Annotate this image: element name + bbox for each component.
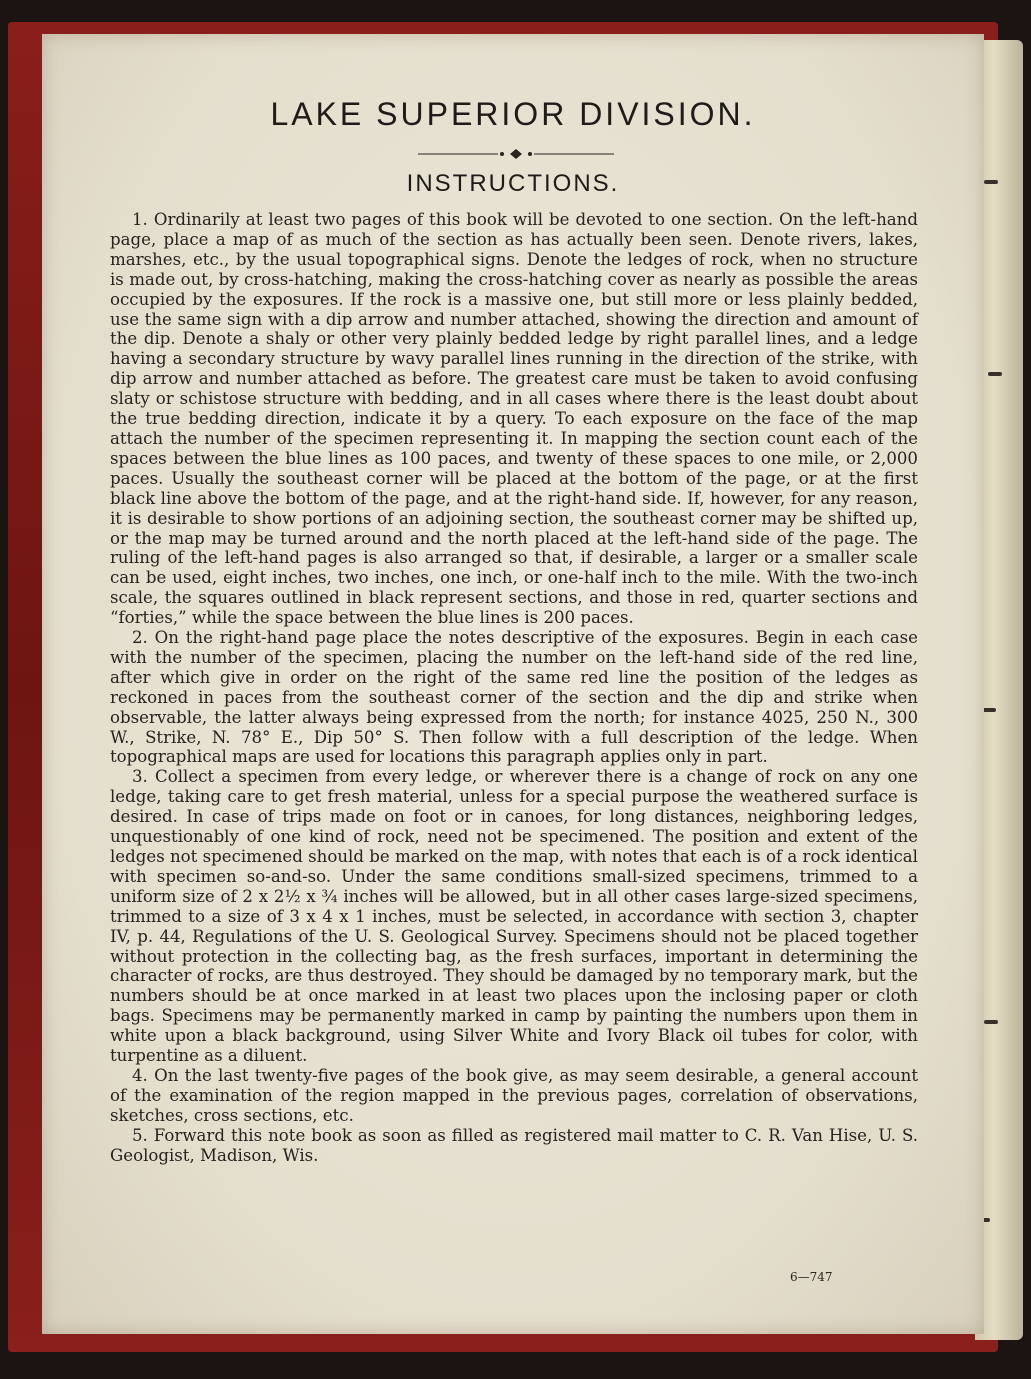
instructions-body — [110, 210, 918, 1166]
instruction-paragraph: 5. Forward this note book as soon as filled as registered mail matter to C. R. Van Hise, U. S. Geologist, Madison, Wis. — [110, 1125, 918, 1165]
page-title: LAKE SUPERIOR DIVISION. — [270, 96, 756, 132]
instruction-paragraph: 2. On the right-hand page place the notes descriptive of the exposures. Begin in each case with the number of the specimen, placing the number on the left-hand side of the red line, after which give in order on the right of the same red line the position of the ledges as reckoned in paces from the southeast corner of the section and the dip and strike when observable, the latter always being expressed from the north; for instance 4025, 250 N., 300 W., Strike, N. 78° E., Dip 50° S. Then follow with a full description of the ledge. When topographical maps are used for locations this paragraph applies only in part. — [110, 628, 918, 767]
document-page — [42, 34, 984, 1334]
page-tab — [982, 708, 996, 712]
form-number: 6—747 — [790, 1270, 833, 1284]
instruction-paragraph: 4. On the last twenty-five pages of the book give, as may seem desirable, a general account of the examination of the region mapped in the previous pages, correlation of observations, sketches, cross sections, etc. — [110, 1065, 918, 1125]
page-tab — [984, 180, 998, 184]
section-heading: INSTRUCTIONS. — [406, 170, 620, 197]
page-tab — [988, 372, 1002, 376]
instruction-paragraph: 3. Collect a specimen from every ledge, or wherever there is a change of rock on any one ledge, taking care to get fresh material, unless for a special purpose the weathered surface is desired. In case of trips made on foot or in canoes, for long distances, neighboring ledges, unquestionably of one kind of rock, need not be specimened. The position and extent of the ledges not specimened should be marked on the map, with notes that each is of a rock identical with specimen so-and-so. Under the same conditions small-sized specimens, trimmed to a uniform size of 2 x 2½ x ¾ inches will be allowed, but in all other cases large-sized specimens, trimmed to a size of 3 x 4 x 1 inches, must be selected, in accordance with section 3, chapter IV, p. 44, Regulations of the U. S. Geological Survey. Specimens should not be placed together without protection in the collecting bag, as the fresh surfaces, important in determining the character of rocks, are thus destroyed. They should be damaged by no temporary mark, but the numbers should be at once marked in at least two places upon the inclosing paper or cloth bags. Specimens may be permanently marked in camp by painting the numbers upon them in white upon a black background, using Silver White and Ivory Black oil tubes for color, with turpentine as a diluent. — [110, 767, 918, 1066]
instruction-paragraph: 1. Ordinarily at least two pages of this book will be devoted to one section. On the left-hand page, place a map of as much of the section as has actually been seen. Denote rivers, lakes, marshes, etc., by the usual topographical signs. Denote the ledges of rock, when no structure is made out, by cross-hatching, making the cross-hatching cover as nearly as possible the areas occupied by the exposures. If the rock is a massive one, but still more or less plainly bedded, use the same sign with a dip arrow and number attached, showing the direction and amount of the dip. Denote a shaly or other very plainly bedded ledge by right parallel lines, and a ledge having a secondary structure by wavy parallel lines running in the direction of the strike, with dip arrow and number attached as before. The greatest care must be taken to avoid confusing slaty or schistose structure with bedding, and in all cases where there is the least doubt about the true bedding direction, indicate it by a query. To each exposure on the face of the map attach the number of the specimen representing it. In mapping the section count each of the spaces between the blue lines as 100 paces, and twenty of these spaces to one mile, or 2,000 paces. Usually the southeast corner will be placed at the bottom of the page, or at the first black line above the bottom of the page, and at the right-hand side. If, however, for any reason, it is desirable to show portions of an adjoining section, the southeast corner may be shifted up, or the map may be turned around and the north placed at the left-hand side of the page. The ruling of the left-hand pages is also arranged so that, if desirable, a larger or a smaller scale can be used, eight inches, two inches, one inch, or one-half inch to the mile. With the two-inch scale, the squares outlined in black represent sections, and those in red, quarter sections and “forties,” while the space between the blue lines is 200 paces. — [110, 210, 918, 628]
page-tab — [984, 1020, 998, 1024]
divider-ornament — [418, 146, 614, 162]
